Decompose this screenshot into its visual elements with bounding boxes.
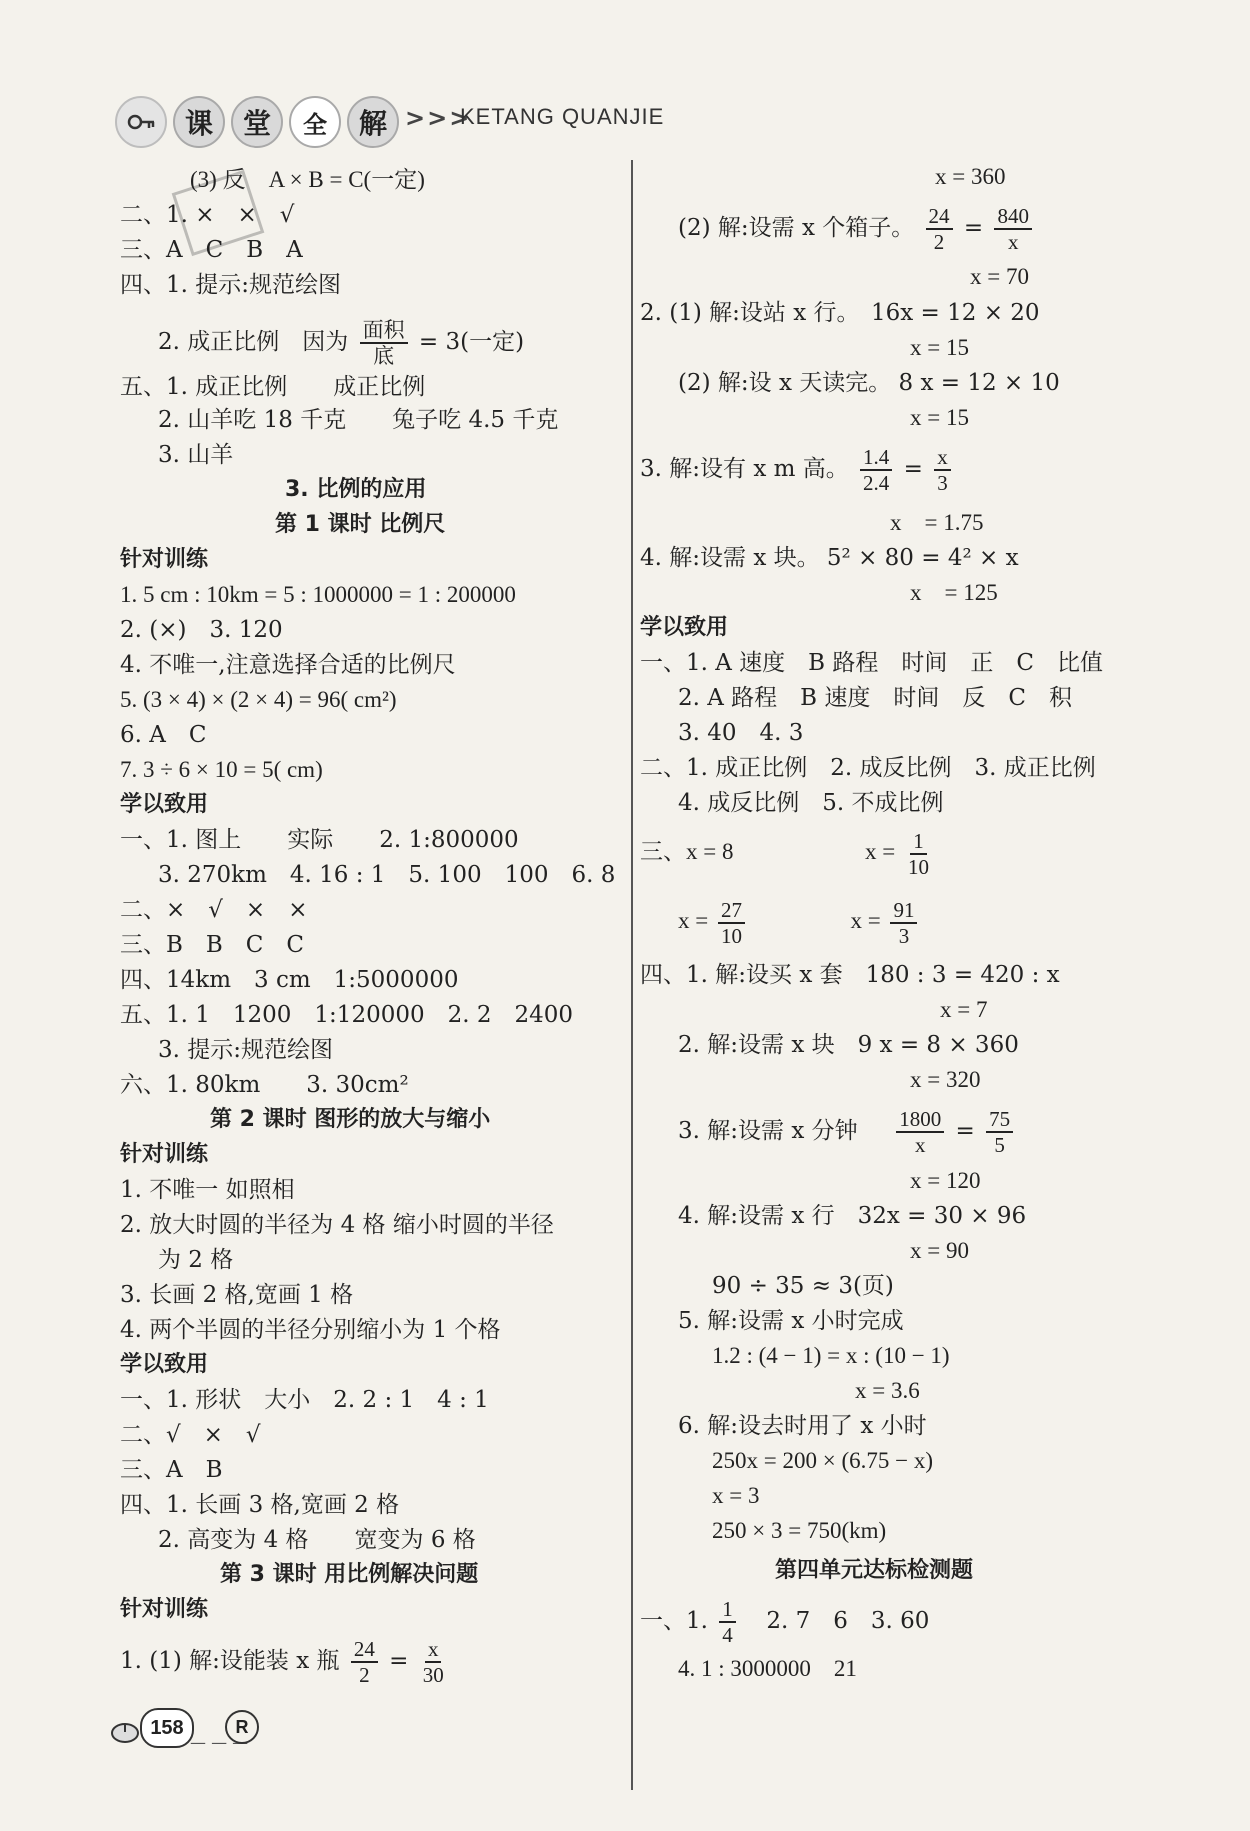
answer-line — [640, 826, 936, 878]
answer-line: 五、1. 成正比例 成正比例 — [120, 374, 426, 400]
lesson-title: 第 2 课时 图形的放大与缩小 — [210, 1107, 491, 1132]
answer-text: (2) 解:设需 x 个箱子。 — [678, 215, 915, 241]
mouse-icon — [110, 1722, 140, 1744]
fraction-denominator: 底 — [373, 344, 395, 368]
answer-line: 四、1. 提示:规范绘图 — [120, 272, 342, 298]
logo-char: 课 — [173, 96, 225, 148]
answer-line — [640, 1594, 929, 1648]
answer-line: x = 320 — [910, 1067, 981, 1092]
answer-line: x = 3 — [712, 1483, 760, 1508]
answer-line: 5. 解:设需 x 小时完成 — [678, 1308, 904, 1334]
answer-line: 五、1. 1 1200 1:120000 2. 2 2400 — [120, 1002, 574, 1028]
registered-mark: R — [225, 1710, 259, 1744]
answer-line: 四、14km 3 cm 1:5000000 — [120, 967, 459, 993]
equals-sign: = — [903, 456, 923, 482]
answer-line: x = 360 — [935, 164, 1006, 189]
fraction-numerator: x — [934, 445, 951, 471]
lesson-title: 第 3 课时 用比例解决问题 — [220, 1562, 479, 1587]
logo-badge — [115, 96, 167, 148]
answer-line — [158, 318, 525, 368]
answer-line — [678, 200, 1036, 256]
unit-test-title: 第四单元达标检测题 — [775, 1558, 974, 1583]
fraction-numerator: 91 — [890, 898, 917, 924]
answer-text: 3. 解:设有 x m 高。 — [640, 456, 849, 482]
answer-text: 1. (1) 解:设能装 x 瓶 — [120, 1648, 340, 1674]
fraction-denominator: 10 — [720, 923, 742, 948]
answer-text: = 3(一定) — [418, 329, 525, 355]
subsection-heading: 学以致用 — [640, 615, 729, 640]
fraction-denominator: 30 — [422, 1663, 444, 1687]
footer-dashes: — — — — [190, 1733, 249, 1752]
answer-text: x = — [864, 839, 896, 864]
fraction-numerator: 1800 — [896, 1107, 944, 1133]
answer-line: 90 ÷ 35 ≈ 3(页) — [712, 1273, 894, 1299]
answer-line: 4. 1 : 3000000 21 — [678, 1656, 857, 1681]
fraction-denominator: x — [914, 1133, 926, 1157]
fraction-denominator: 2 — [359, 1663, 370, 1687]
page-number: 158 — [140, 1708, 194, 1748]
fraction — [351, 1637, 378, 1687]
fraction-denominator: 2.4 — [863, 471, 890, 495]
fraction — [934, 445, 951, 495]
fraction — [718, 898, 745, 948]
fraction — [905, 829, 932, 879]
fraction-numerator: 27 — [718, 898, 745, 924]
answer-line: 4. 成反比例 5. 不成比例 — [678, 790, 944, 816]
answer-line: 4. 解:设需 x 行 32x = 30 × 96 — [678, 1203, 1027, 1229]
answer-line: x = 70 — [970, 264, 1029, 289]
fraction-denominator: 3 — [937, 471, 948, 495]
answer-line: 2. 解:设需 x 块 9 x = 8 × 360 — [678, 1032, 1019, 1058]
answer-line: 三、A C B A — [120, 237, 303, 263]
answer-line: 二、√ × √ — [120, 1422, 261, 1448]
answer-line: 5. (3 × 4) × (2 × 4) = 96( cm²) — [120, 687, 397, 712]
answer-text: 2. 7 6 3. 60 — [766, 1608, 930, 1634]
fraction-numerator: 1.4 — [860, 445, 892, 471]
answer-line: 1. 不唯一 如照相 — [120, 1177, 295, 1203]
fraction — [890, 898, 917, 948]
answer-line: 二、× √ × × — [120, 897, 308, 923]
fraction-denominator: 5 — [994, 1133, 1005, 1157]
answer-line: 2. A 路程 B 速度 时间 反 C 积 — [678, 685, 1072, 711]
answer-text: x = — [850, 908, 881, 933]
answer-line: x = 125 — [910, 580, 998, 605]
fraction-numerator: x — [425, 1637, 442, 1663]
answer-line: 3. 山羊 — [158, 442, 234, 468]
answer-line: 2. (×) 3. 120 — [120, 617, 283, 643]
answer-text: x = — [678, 908, 709, 933]
logo-char: 堂 — [231, 96, 283, 148]
answer-line: 二、1. 成正比例 2. 成反比例 3. 成正比例 — [640, 755, 1096, 781]
fraction-numerator: 1 — [719, 1597, 736, 1623]
fraction-numerator: 24 — [926, 204, 953, 230]
answer-line — [678, 1104, 1017, 1158]
fraction — [360, 318, 408, 368]
fraction-denominator: 4 — [722, 1623, 733, 1647]
fraction-numerator: 面积 — [360, 318, 408, 344]
answer-line — [120, 1635, 451, 1687]
answer-line: 一、1. 形状 大小 2. 2 : 1 4 : 1 — [120, 1387, 489, 1413]
fraction — [926, 204, 953, 254]
answer-line: 250x = 200 × (6.75 − x) — [712, 1448, 933, 1473]
answer-line: 4. 两个半圆的半径分别缩小为 1 个格 — [120, 1317, 501, 1343]
answer-line: 3. 长画 2 格,宽画 1 格 — [120, 1282, 354, 1308]
answer-line: 三、B B C C — [120, 932, 304, 958]
answer-text: 一、1. — [640, 1608, 708, 1634]
answer-line: x = 15 — [910, 405, 969, 430]
answer-line: 1.2 : (4 − 1) = x : (10 − 1) — [712, 1343, 950, 1368]
answer-line: x = 3.6 — [855, 1378, 920, 1403]
answer-line: 3. 40 4. 3 — [678, 720, 804, 746]
answer-line: 3. 270km 4. 16 : 1 5. 100 100 6. 8 — [158, 862, 616, 888]
answer-line: 2. (1) 解:设站 x 行。 16x = 12 × 20 — [640, 300, 1040, 326]
answer-line: 4. 不唯一,注意选择合适的比例尺 — [120, 652, 456, 678]
fraction-numerator: 24 — [351, 1637, 378, 1663]
fraction — [860, 445, 892, 495]
subsection-heading: 针对训练 — [120, 1597, 209, 1622]
answer-text: 2. 成正比例 因为 — [158, 329, 349, 355]
fraction — [420, 1637, 447, 1687]
answer-line: 1. 5 cm : 10km = 5 : 1000000 = 1 : 200000 — [120, 582, 516, 607]
answer-text: 3. 解:设需 x 分钟 — [678, 1118, 858, 1144]
key-icon — [127, 110, 155, 134]
answer-line: 6. A C — [120, 722, 207, 748]
answer-line — [678, 894, 921, 948]
fraction — [986, 1107, 1013, 1157]
section-title: 3. 比例的应用 — [285, 477, 427, 502]
answer-line: 7. 3 ÷ 6 × 10 = 5( cm) — [120, 757, 323, 782]
answer-line: 2. 高变为 4 格 宽变为 6 格 — [158, 1527, 476, 1553]
fraction — [719, 1597, 736, 1647]
answer-line: 一、1. A 速度 B 路程 时间 正 C 比值 — [640, 650, 1103, 676]
fraction-numerator: 840 — [994, 204, 1032, 230]
answer-line: 为 2 格 — [158, 1247, 234, 1273]
answer-line: 6. 解:设去时用了 x 小时 — [678, 1413, 927, 1439]
answer-line: 四、1. 解:设买 x 套 180 : 3 = 420 : x — [640, 962, 1060, 988]
subsection-heading: 学以致用 — [120, 1352, 209, 1377]
fraction-denominator: 10 — [907, 854, 929, 879]
answer-line: 2. 放大时圆的半径为 4 格 缩小时圆的半径 — [120, 1212, 554, 1238]
equals-sign: = — [955, 1118, 975, 1144]
answer-line: (2) 解:设 x 天读完。 8 x = 12 × 10 — [678, 370, 1060, 396]
answer-line: (3) 反 A × B = C(一定) — [190, 167, 425, 192]
header-arrows: >>> — [405, 104, 472, 132]
fraction — [994, 204, 1032, 254]
answer-line — [640, 442, 955, 496]
column-divider — [631, 160, 633, 1790]
subsection-heading: 针对训练 — [120, 547, 209, 572]
lesson-title: 第 1 课时 比例尺 — [275, 512, 446, 537]
logo-char: 解 — [347, 96, 399, 148]
logo-char: 全 — [289, 96, 341, 148]
answer-line: x = 120 — [910, 1168, 981, 1193]
answer-line: 六、1. 80km 3. 30cm² — [120, 1072, 409, 1098]
answer-text: 三、x = 8 — [640, 839, 734, 864]
fraction — [896, 1107, 944, 1157]
answer-line: x = 7 — [940, 997, 988, 1022]
fraction-denominator: 3 — [898, 923, 910, 948]
answer-line: 四、1. 长画 3 格,宽画 2 格 — [120, 1492, 400, 1518]
answer-line: 三、A B — [120, 1457, 223, 1483]
fraction-numerator: 1 — [910, 829, 927, 855]
fraction-denominator: x — [1007, 230, 1019, 254]
subsection-heading: 学以致用 — [120, 792, 209, 817]
page-header — [115, 92, 715, 152]
header-english-title: KETANG QUANJIE — [460, 104, 665, 129]
fraction-numerator: 75 — [986, 1107, 1013, 1133]
answer-line: 一、1. 图上 实际 2. 1:800000 — [120, 827, 519, 853]
answer-line: 250 × 3 = 750(km) — [712, 1518, 887, 1543]
answer-line: 3. 提示:规范绘图 — [158, 1037, 334, 1063]
equals-sign: = — [963, 215, 984, 241]
answer-line: 4. 解:设需 x 块。 5² × 80 = 4² × x — [640, 545, 1019, 571]
equals-sign: = — [389, 1648, 409, 1674]
answer-line: 2. 山羊吃 18 千克 兔子吃 4.5 千克 — [158, 407, 559, 433]
answer-line: x = 15 — [910, 335, 969, 360]
answer-line: 二、1. × × √ — [120, 202, 295, 228]
logo-title — [173, 96, 399, 148]
subsection-heading: 针对训练 — [120, 1142, 209, 1167]
answer-line: x = 90 — [910, 1238, 969, 1263]
answer-line: x = 1.75 — [890, 510, 984, 535]
fraction-denominator: 2 — [933, 230, 945, 254]
